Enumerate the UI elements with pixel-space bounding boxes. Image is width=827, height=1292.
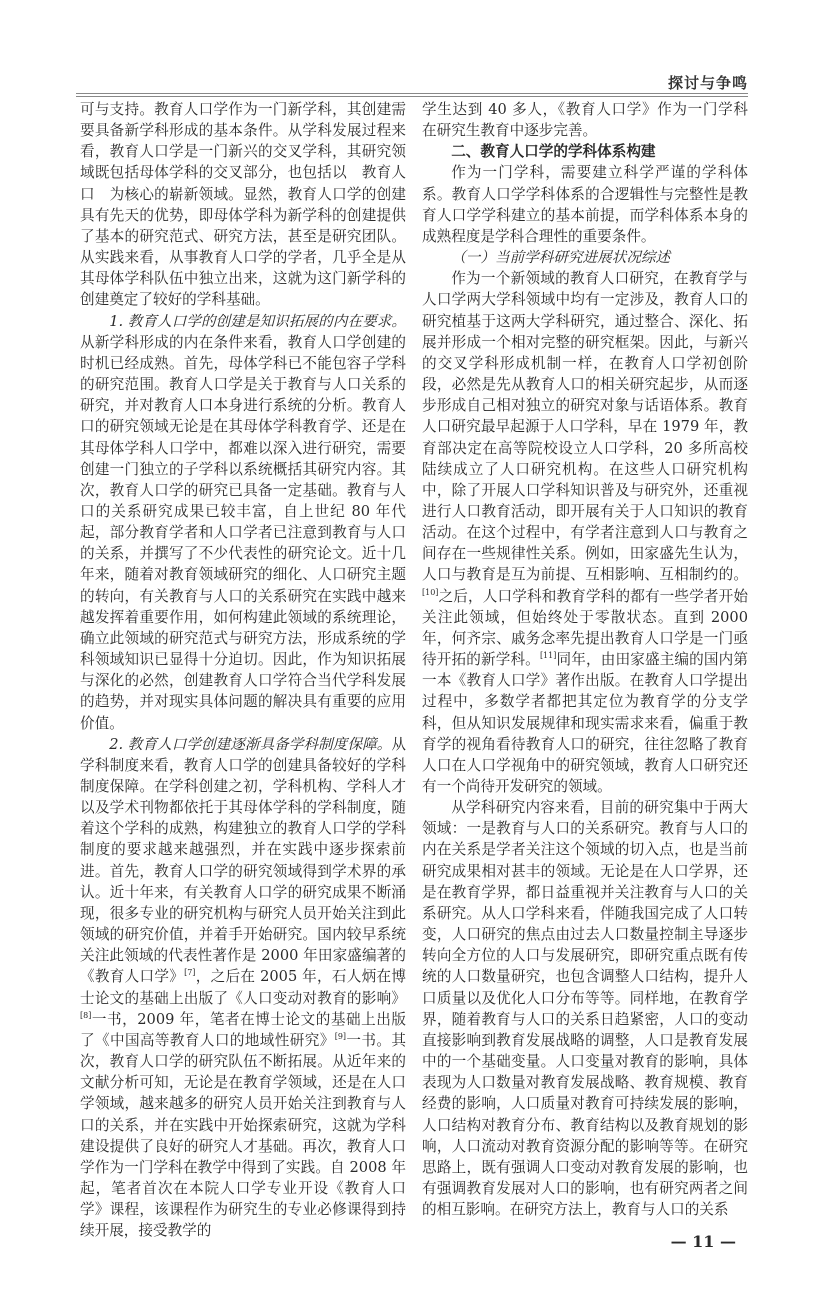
page-number: — 11 — [670,1232,736,1252]
paragraph: 学生达到 40 多人，《教育人口学》作为一门学科在研究生教育中逐步完善。 [422,101,748,140]
paragraph [80,311,406,734]
paragraph-lead: 2. 教育人口学创建逐渐具备学科制度保障。 [109,735,392,753]
citation: [7] [184,968,196,978]
citation: [11] [539,651,557,661]
paragraph-text: ，之后在 2005 年，石人炳在博士论文的基础上出版了《人口变动对教育的影响》 [80,968,406,1007]
paragraph: 从学科研究内容来看，目前的研究集中于两大领域：一是教育与人口的关系研究。教育与人口的内在关系是学者关注这个领域的切入点，也是当前研究成果相对甚丰的领域。无论是在人口学界，还是在教育学界，都日益重视并关注教育与人口的关系研究。从人口学科来看，伴随我国完成了人口转变，人口研究的焦点由过去人口数量控制主导逐步转向全方位的人口与发展研究，即研究重点既有传统的人口数量研究，也包含调整人口结构，提升人口质量以及优化人口分布等等。同样地，在教育学界，随着教育与人口的关系日趋紧密，人口的变动直接影响到教育发展战略的调整，人口是教育发展中的一个基础变量。人口变量对教育的影响，具体表现为人口数量对教育发展战略、教育规模、教育经费的影响，人口质量对教育可持续发展的影响，人口结构对教育分布、教育结构以及教育规划的影响，人口流动对教育资源分配的影响等等。在研究思路上，既有强调人口变动对教育发展的影响，也有强调教育发展对人口的影响，也有研究两者之间的相互影响。在研究方法上，教育与人口的关系 [422,799,748,1219]
subsection-heading: （一）当前学科研究进展状况综述 [451,249,671,267]
paragraph [422,268,748,797]
paragraph-lead: 1. 教育人口学的创建是知识拓展的内在要求。 [109,312,406,330]
left-column [80,99,406,1241]
body-columns [76,99,748,1252]
paragraph-text: 一书。其次，教育人口学的研究队伍不断拓展。从近年来的文献分析可知，无论是在教育学领域，还是在人口学领域，越来越多的研究人员开始关注到教育与人口的关系，并在实践中开始探索研究，这就为学科建设提供了良好的研究人才基础。再次，教育人口学作为一门学科在教学中得到了实践。自 2008 年起，笔者首次在本院人口学专业开设《教育人口学》课程，该课程作为研究生的专业必修课得到持续开展，接受教学的 [80,1031,406,1240]
paragraph-text: 一书，2009 年，笔者在博士论文的基础上出版了《中国高等教育人口的地域性研究》 [80,1010,406,1049]
citation: [8] [80,1010,92,1020]
right-column [422,99,748,1252]
section-heading: 二、教育人口学的学科体系构建 [451,143,656,161]
paragraph-text: 之后，人口学科和教育学科的都有一些学者开始关注此领域，但始终处于零散状态。直到 2000 年，何齐宗、戚务念率先提出教育人口学是一门亟待开拓的新学科。 [422,587,748,669]
paragraph-text: 同年，由田家盛主编的国内第一本《教育人口学》著作出版。在教育人口学提出过程中，多数学者都把其定位为教育学的分支学科，但从知识发展规律和现实需求来看，偏重于教育学的视角看待教育人口的研究，往往忽略了教育人口在人口学视角中的研究领域，教育人口研究还有一个尚待开发研究的领域。 [422,651,748,795]
paragraph-text: 从新学科形成的内在条件来看，教育人口学创建的时机已经成熟。首先，母体学科已不能包容子学科的研究范围。教育人口学是关于教育与人口关系的研究，并对教育人口本身进行系统的分析。教育人口的研究领域无论是在其母体学科教育学、还是在其母体学科人口学中，都难以深入进行研究，需要创建一门独立的子学科以系统概括其研究内容。其次，教育人口学的研究已具备一定基础。教育与人口的关系研究成果已较丰富，自上世纪 80 年代起，部分教育学者和人口学者已注意到教育与人口的关系，并撰写了不少代表性的研究论文。近十几年来，随着对教育领域研究的细化、人口研究主题的转向，有关教育与人口的关系研究在实践中越来越发挥着重要作用，如何构建此领域的系统理论，确立此领域的研究范式与研究方法，形成系统的学科领域知识已显得十分迫切。因此，作为知识拓展与深化的必然，创建教育人口学符合当代学科发展的趋势，并对现实具体问题的解决具有重要的应用价值。 [80,333,406,732]
paragraph-text: 作为一个新领域的教育人口研究，在教育学与人口学两大学科领域中均有一定涉及，教育人口的研究植基于这两大学科研究，通过整合、深化、拓展并形成一个相对完整的研究框架。因此，与新兴的交叉学科形成机制一样，在教育人口学初创阶段，必然是先从教育人口的相关研究起步，从而逐步形成自己相对独立的研究对象与话语体系。教育人口研究最早起源于人口学科，早在 1979 年，教育部决定在高等院校设立人口学科，20 多所高校陆续成立了人口研究机构。在这些人口研究机构中，除了开展人口学科知识普及与研究外，还重视进行人口教育活动，即开展有关于人口知识的教育活动。在这个过程中，有学者注意到人口与教育之间存在一些规律性关系。例如，田家盛先生认为，人口与教育是互为前提、互相影响、互相制约的。 [422,270,748,584]
header-divider [76,93,748,97]
section-title: 探讨与争鸣 [667,74,748,92]
citation: [9] [334,1031,347,1041]
paragraph [80,734,406,1242]
paragraph-text: 从学科制度来看，教育人口学的创建具备较好的学科制度保障。在学科创建之初，学科机构、学科人才以及学术刊物都依托于其母体学科的学科制度，随着这个学科的成熟，构建独立的教育人口学的学科制度的要求越来越强烈，并在实践中逐步探索前进。首先，教育人口学的研究领域得到学术界的承认。近十年来，有关教育人口学的研究成果不断涌现，很多专业的研究机构与研究人员开始关注到此领域的研究价值，并着手开始研究。国内较早系统关注此领域的代表性著作是 2000 年田家盛编著的《教育人口学》 [80,735,406,986]
paragraph: 作为一门学科，需要建立科学严谨的学科体系。教育人口学学科体系的合逻辑性与完整性是教育人口学学科建立的基本前提，而学科体系本身的成熟程度是学科合理性的重要条件。 [422,164,748,245]
citation: [10] [422,587,439,597]
paragraph: 可与支持。教育人口学作为一门新学科，其创建需要具备新学科形成的基本条件。从学科发展过程来看，教育人口学是一门新兴的交叉学科，其研究领域既包括母体学科的交叉部分，也包括以 教育人口 为核心的崭新领域。显然，教育人口学的创建具有先天的优势，即母体学科为新学科的创建提供了基本的研究范式、研究方法，甚至是研究团队。从实践来看，从事教育人口学的学者，几乎全是从其母体学科队伍中独立出来，这就为这门新学科的创建奠定了较好的学科基础。 [80,101,406,309]
